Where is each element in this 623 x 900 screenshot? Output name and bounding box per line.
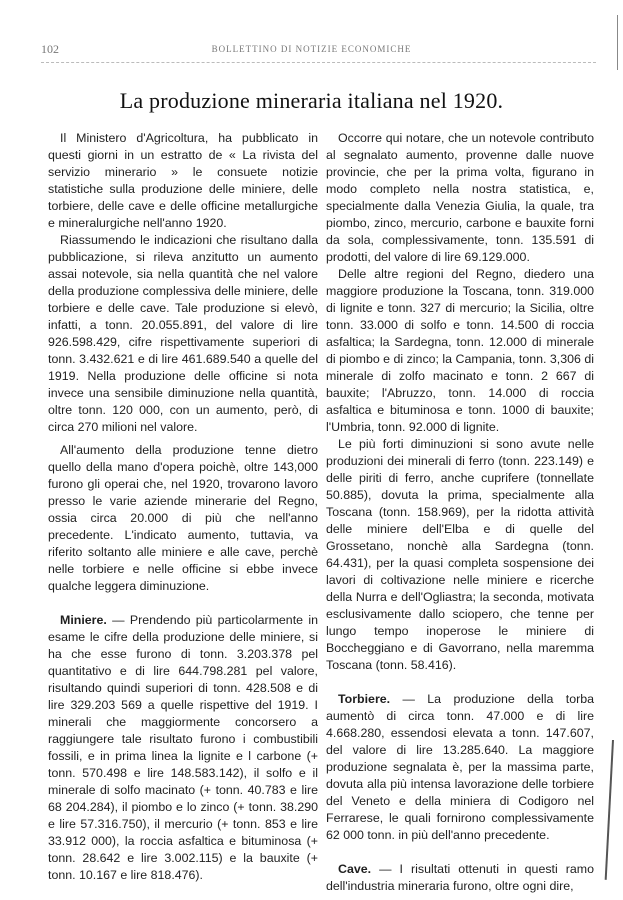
paragraph-text: Riassumendo le indicazioni che risultano dalla pubblicazione, si rileva anzitutto un aumento assai notevole, sia nella quantità che nel valore della produzione complessiva delle miniere, delle torbiere e delle cave. Tale produzione si elevò, infatti, a tonn. 20.055.891, del valore di lire 926.598.429, cifre rispettivamente superiori di tonn. 3.432.621 e di lire 461.689.540 a quelle del 1919. Nella produzione delle officine si nota invece una sensibile diminuzione nella quantità, oltre tonn. 120 000, con un aumento, però, di circa 270 milioni nel valore. bbox=[48, 233, 318, 434]
page-edge-line bbox=[605, 740, 614, 880]
paragraph bbox=[326, 266, 594, 436]
right-column bbox=[326, 130, 594, 895]
paragraph-cave bbox=[326, 861, 594, 895]
paragraph-miniere bbox=[48, 612, 318, 884]
paragraph-text: — La produzione della torba aumentò di circa tonn. 47.000 e di lire 4.668.280, essendosi elevata a tonn. 147.607, del valore di lire 13.285.640. La maggiore produzione segnalata è, per la massima parte, dovuta alla più intensa lavorazione delle torbiere del Veneto e della miniera di Codigoro nel Ferrarese, le quali fornirono complessivamente 62 000 tonn. in più dell'anno precedente. bbox=[326, 692, 594, 842]
running-head: BOLLETTINO DI NOTIZIE ECONOMICHE bbox=[211, 44, 412, 54]
paragraph bbox=[48, 442, 318, 595]
paragraph bbox=[326, 436, 594, 674]
paragraph-text: Le più forti diminuzioni si sono avute nelle produzioni dei minerali di ferro (tonn. 223.149) e delle piriti di ferro, anche cuprifere (tonnellate 50.885), dovuta la prima, specialmente alla Toscana (tonn. 158.969), per la ridotta attività delle miniere dell'Elba e di quelle del Grossetano, nonchè alla Sardegna (tonn. 64.431), per la quasi completa sospensione dei lavori di coltivazione nelle miniere e ricerche della Nurra e dell'Ogliastra; la seconda, motivata esclusivamente dallo sciopero, che tenne per lungo tempo inoperose le miniere di Boccheggiano e di Gavorrano, nella maremma Toscana (tonn. 58.416). bbox=[326, 437, 594, 672]
paragraph bbox=[326, 130, 594, 266]
header-rule bbox=[41, 62, 596, 63]
section-lead: Torbiere. bbox=[338, 692, 391, 706]
page-number: 102 bbox=[41, 42, 59, 56]
article-title: La produzione mineraria italiana nel 1920. bbox=[119, 88, 504, 113]
paragraph bbox=[48, 130, 318, 232]
paragraph-text: Il Ministero d'Agricoltura, ha pubblicato in questi giorni in un estratto de « La rivista del servizio minerario » le consuete notizie statistiche sulla produzione delle miniere, delle torbiere, delle cave e delle officine metallurgiche e mineralurgiche nell'anno 1920. bbox=[48, 131, 318, 230]
paragraph-text: — Prendendo più particolarmente in esame le cifre della produzione delle miniere, si ha che esse furono di tonn. 3.203.378 pel quantitativo e di lire 644.798.281 pel valore, risultando quindi superiori di tonn. 428.508 e di lire 329.203 569 a quelle rispettive del 1919. I minerali che maggiormente concorsero a raggiungere tale risultato furono i combustibili fossili, e in prima linea la lignite e l carbone (+ tonn. 570.498 e lire 148.583.142), il solfo e il minerale di solfo macinato (+ tonn. 40.783 e lire 68 204.284), il piombo e lo zinco (+ tonn. 38.290 e lire 57.316.750), il mercurio (+ tonn. 853 e lire 33.912 000), la roccia asfaltica e bituminosa (+ tonn. 28.642 e lire 3.002.115) e la bauxite (+ tonn. 10.167 e lire 818.476). bbox=[48, 613, 318, 882]
paragraph-text: Occorre qui notare, che un notevole contributo al segnalato aumento, provenne dalle nuove provincie, che per la prima volta, figurano in modo completo nella nostra statistica, e, specialmente dalla Venezia Giulia, la quale, tra piombo, zinco, mercurio, carbone e bauxite forni da sola, complessivamente, tonn. 135.591 di prodotti, del valore di lire 69.129.000. bbox=[326, 131, 594, 264]
page-edge-line bbox=[617, 15, 618, 70]
section-lead: Cave. bbox=[338, 862, 372, 876]
paragraph bbox=[48, 232, 318, 436]
paragraph-torbiere bbox=[326, 691, 594, 844]
paragraph-text: All'aumento della produzione tenne dietro quello della mano d'opera poichè, oltre 143,000 furono gli operai che, nel 1920, trovarono lavoro presso le varie aziende minerarie del Regno, ossia circa 20.000 di più che nell'anno precedente. L'indicato aumento, tuttavia, va riferito soltanto alle miniere e alle cave, perchè nelle torbiere e nelle officine si ebbe invece qualche leggera diminuzione. bbox=[48, 443, 318, 593]
paragraph-text: — I risultati ottenuti in questi ramo dell'industria mineraria furono, oltre ogni dire, bbox=[326, 862, 594, 893]
paragraph-text: Delle altre regioni del Regno, diedero una maggiore produzione la Toscana, tonn. 319.000 di lignite e tonn. 327 di mercurio; la Sicilia, oltre tonn. 33.000 di solfo e tonn. 14.500 di roccia asfaltica; la Sardegna, tonn. 12.000 di minerale di piombo e di zinco; la Campania, tonn. 3,306 di minerale di zolfo macinato e tonn. 2 667 di bauxite; l'Abruzzo, tonn. 14.000 di roccia asfaltica e bituminosa e tonn. 1000 di bauxite; l'Umbria, tonn. 92.000 di lignite. bbox=[326, 267, 594, 434]
section-lead: Miniere. bbox=[60, 613, 107, 627]
left-column bbox=[48, 130, 318, 884]
